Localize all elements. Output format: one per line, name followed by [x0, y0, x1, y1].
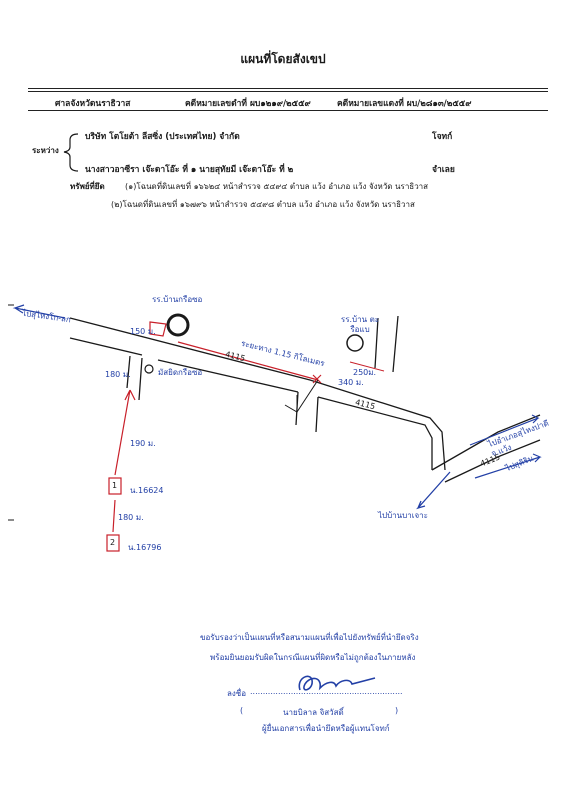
plot1-label: น.16624	[130, 486, 164, 495]
label-180m-2: 180 ม.	[118, 513, 144, 522]
label-to-bottom: ไปบ้านบาเจาะ	[378, 511, 428, 520]
plot2-label: น.16796	[128, 543, 162, 552]
plaintiff-role: โจทก์	[432, 132, 453, 142]
property-item-2: (๒)โฉนดที่ดินเลขที่ ๑๖๗๙๖ หน้าสำรวจ ๕๔๙๘ ตำบล แว้ง อำเภอ แว้ง จังหวัด นราธิวาส	[111, 200, 415, 209]
label-190m: 190 ม.	[130, 439, 156, 448]
label-mosque: มัสยิดกรือซอ	[158, 368, 203, 377]
plot1-number: 1	[112, 481, 118, 490]
signer-name: นายบิลาล จิสวัสดิ์	[283, 708, 344, 717]
label-school1: รร.บ้านกรือซอ	[152, 295, 203, 304]
label-distance-road: ระยะทาง 1.15 กิโลเมตร	[240, 338, 326, 369]
label-road-id-3: 4115	[479, 452, 502, 469]
black-case-number: คดีหมายเลขดำที่ ผบ๑๒๑๙/๒๕๕๙	[185, 99, 311, 109]
label-to-right-bottom: ไปสุคิริน	[504, 453, 535, 474]
page-title: แผนที่โดยสังเขป	[240, 52, 326, 66]
plaintiff-name: บริษัท โตโยต้า ลีสซิ่ง (ประเทศไทย) จำกัด	[85, 132, 240, 142]
sign-label: ลงชื่อ	[227, 689, 247, 698]
label-to-left: ไปสุไหงโก-ลก	[21, 308, 72, 325]
label-150m: 150 ม.	[130, 327, 156, 336]
label-road-id-2: 4115	[354, 397, 377, 412]
sign-dots: ............................................................	[250, 687, 403, 696]
defendant-names: นางสาวอาซีรา เจ๊ะดาโอ๊ะ ที่ ๑ นายสุทัยมี เจ๊ะดาโอ๊ะ ที่ ๒	[85, 165, 294, 175]
signer-role: ผู้ยื่นเอกสารเพื่อนำยึดหรือผู้แทนโจทก์	[262, 724, 390, 733]
cert-line-2: พร้อมยินยอมรับผิดในกรณีแผนที่ผิดหรือไม่ถูกต้องในภายหลัง	[210, 653, 416, 662]
red-case-number: คดีหมายเลขแดงที่ ผบ/๒๘๑๓/๒๕๕๙	[337, 99, 472, 109]
cert-line-1: ขอรับรองว่าเป็นแผนที่หรือสนามแผนที่เพื่อไปยังทรัพย์ที่นำยึดจริง	[200, 633, 419, 642]
property-item-1: (๑)โฉนดที่ดินเลขที่ ๑๖๖๒๔ หน้าสำรวจ ๕๔๙๔ ตำบล แว้ง อำเภอ แว้ง จังหวัด นราธิวาส	[125, 182, 429, 191]
label-340m: 340 ม.	[338, 378, 364, 387]
label-road-id: 4115	[224, 349, 247, 364]
between-label: ระหว่าง	[32, 146, 59, 155]
label-to-right-top: ไปอำเภอสุไหงปาดี จ.แว้ง	[486, 418, 550, 459]
label-180m: 180 ม.	[105, 370, 131, 379]
defendant-role: จำเลย	[432, 165, 455, 175]
paren-open: (	[240, 706, 244, 715]
paren-close: )	[395, 706, 399, 715]
court-name: ศาลจังหวัดนราธิวาส	[55, 99, 131, 109]
plot2-number: 2	[110, 538, 116, 547]
label-school2: รร.บ้าน ตะรือแบ	[340, 315, 380, 334]
property-label: ทรัพย์ที่ยึด	[70, 182, 105, 191]
label-250m: 250ม.	[353, 368, 377, 377]
